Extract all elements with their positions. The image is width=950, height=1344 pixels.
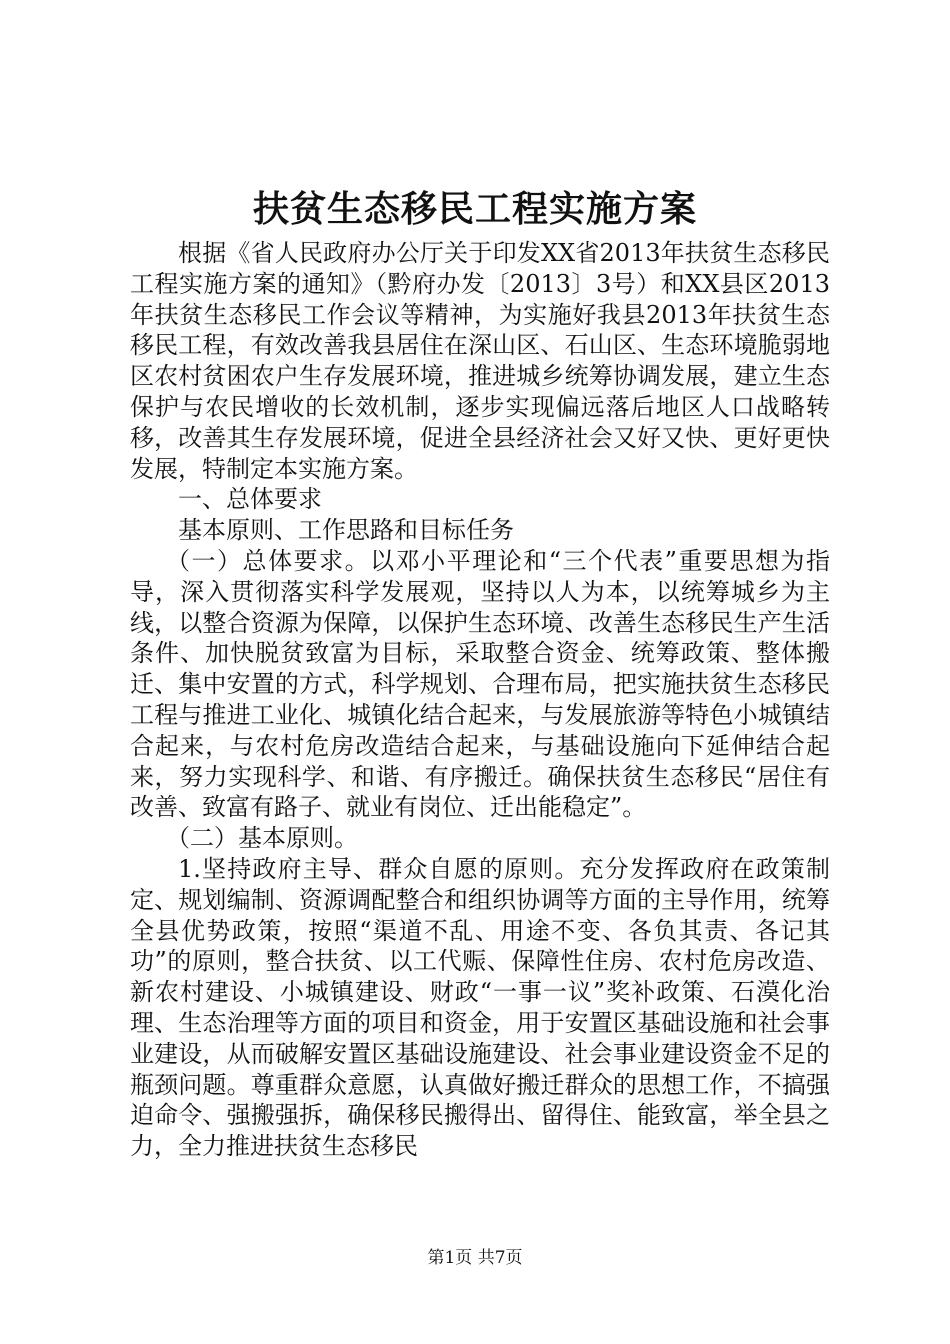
intro-paragraph: 根据《省人民政府办公厅关于印发XX省2013年扶贫生态移民工程实施方案的通知》（黔府办发〔2013〕3号）和XX县区2013年扶贫生态移民工作会议等精神，为实施好我县2013年扶贫生态移民工程，有效改善我县居住在深山区、石山区、生态环境脆弱地区农村贫困农户生存发展环境，推进城乡统筹协调发展，建立生态保护与农民增收的长效机制，逐步实现偏远落后地区人口战略转移，改善其生存发展环境，促进全县经济社会又好又快、更好更快发展，特制定本实施方案。: [130, 239, 830, 483]
paragraph-principle-1: 1.坚持政府主导、群众自愿的原则。充分发挥政府在政策制定、规划编制、资源调配整合和组织协调等方面的主导作用，统筹全县优势政策，按照“渠道不乱、用途不变、各负其责、各记其功”的原则，整合扶贫、以工代赈、保障性住房、农村危房改造、新农村建设、小城镇建设、财政“一事一议”奖补政策、石漠化治理、生态治理等方面的项目和资金，用于安置区基础设施和社会事业建设，从而破解安置区基础设施建设、社会事业建设资金不足的瓶颈问题。尊重群众意愿，认真做好搬迁群众的思想工作，不搞强迫命令、强搬强拆，确保移民搬得出、留得住、能致富，举全县之力，全力推进扶贫生态移民: [130, 854, 830, 1161]
paragraph-general-requirements: （一）总体要求。以邓小平理论和“三个代表”重要思想为指导，深入贯彻落实科学发展观，坚持以人为本，以统筹城乡为主线，以整合资源为保障，以保护生态环境、改善生态移民生产生活条件、加快脱贫致富为目标，采取整合资金、统筹政策、整体搬迁、集中安置的方式，科学规划、合理布局，把实施扶贫生态移民工程与推进工业化、城镇化结合起来，与发展旅游等特色小城镇结合起来，与农村危房改造结合起来，与基础设施向下延伸结合起来，努力实现科学、和谐、有序搬迁。确保扶贫生态移民“居住有改善、致富有路子、就业有岗位、迁出能稳定”。: [130, 546, 830, 822]
document-body: [130, 238, 830, 1162]
page-footer: 第1页 共7页: [427, 1248, 523, 1268]
heading-basic-principles: （二）基本原则。: [166, 824, 358, 853]
section-subheading-principles: 基本原则、工作思路和目标任务: [178, 516, 514, 545]
section-heading-general-requirements: 一、总体要求: [178, 485, 322, 514]
document-title: 扶贫生态移民工程实施方案: [252, 188, 697, 230]
